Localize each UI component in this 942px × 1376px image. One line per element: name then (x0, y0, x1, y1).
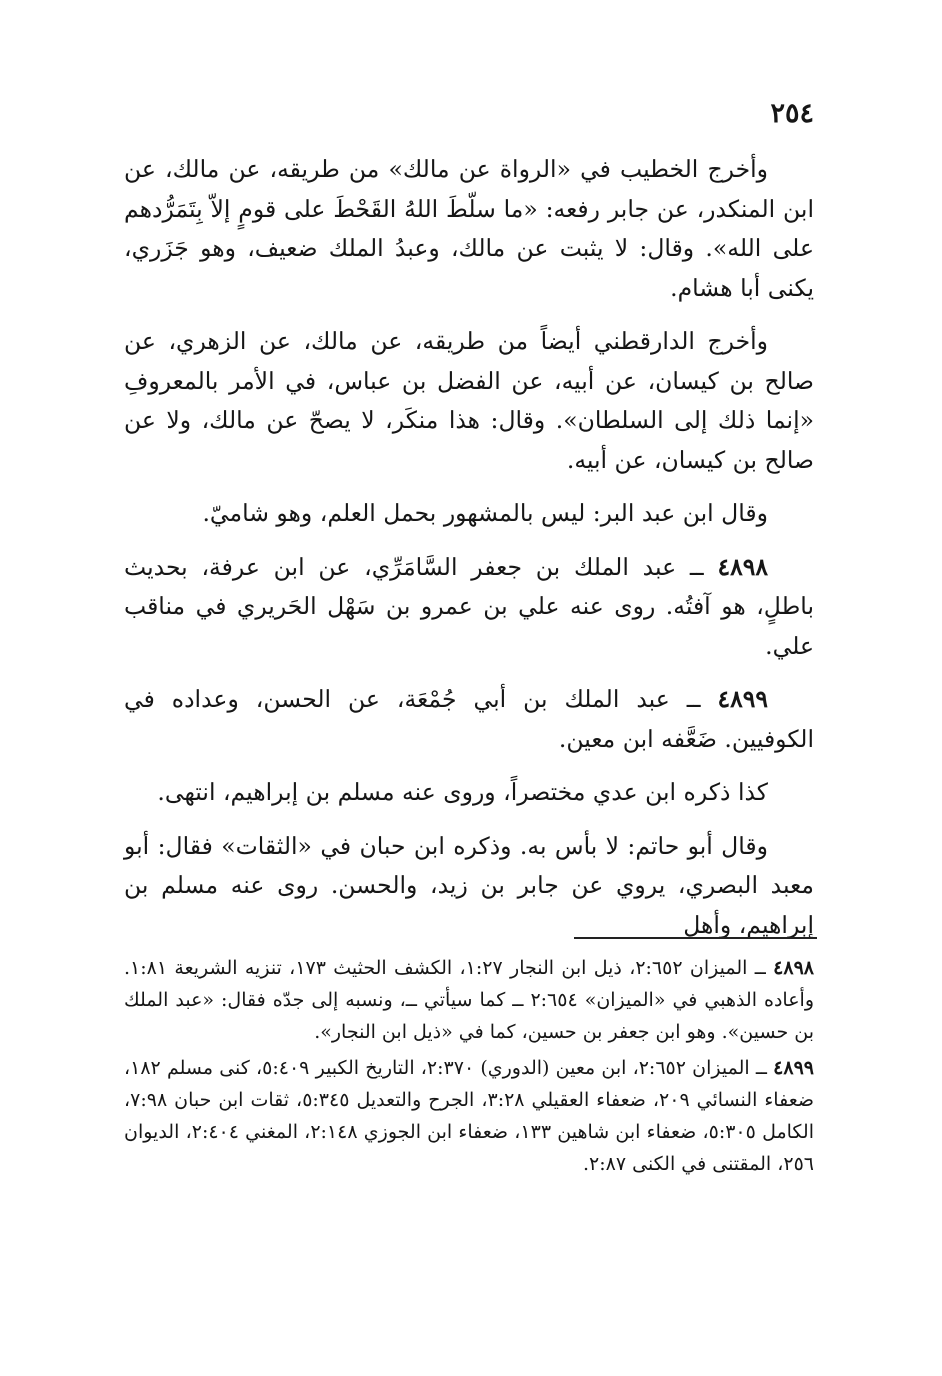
footnote-number: ٤٨٩٩ (773, 1057, 814, 1079)
entry-text: ــ عبد الملك بن جعفر السَّامَرِّي، عن ابن عرفة، بحديث باطلٍ، هو آفتُه. روى عنه علي بن عمرو بن سَهْل الحَريري في مناقب علي. (124, 552, 814, 660)
footnotes (124, 952, 814, 1184)
paragraph: وقال ابن عبد البر: ليس بالمشهور بحمل العلم، وهو شاميّ. (202, 499, 768, 527)
footnote-text: ــ الميزان ٢:٦٥٢، ابن معين (الدوري) ٢:٣٧٠، التاريخ الكبير ٥:٤٠٩، كنى مسلم ١٨٢، ضعفاء النسائي ٢٠٩، ضعفاء العقيلي ٣:٢٨، الجرح والتعديل ٥:٣٤٥، ثقات ابن حبان ٧:٩٨، الكامل ٥:٣٠٥، ضعفاء ابن شاهين ١٣٣، ضعفاء ابن الجوزي ٢:١٤٨، المغني ٢:٤٠٤، الديوان ٢٥٦، المقتنى في الكنى ٢:٨٧. (124, 1057, 814, 1175)
paragraph: كذا ذكره ابن عدي مختصراً، وروى عنه مسلم بن إبراهيم، انتهى. (157, 778, 768, 806)
footnote-4898 (124, 952, 814, 1048)
footnote-text: ــ الميزان ٢:٦٥٢، ذيل ابن النجار ١:٢٧، الكشف الحثيث ١٧٣، تنزيه الشريعة ١:٨١. وأعاده الذهبي في «الميزان» ٢:٦٥٤ ــ كما سيأتي ــ، ونسبه إلى جدّه فقال: «عبد الملك بن حسين». وهو ابن جعفر بن حسين، كما في «ذيل ابن النجار». (124, 957, 814, 1043)
paragraph: وقال أبو حاتم: لا بأس به. وذكره ابن حبان في «الثقات» فقال: أبو معبد البصري، يروي عن جابر بن زيد، والحسن. روى عنه مسلم بن إبراهيم، وأهل (124, 831, 814, 939)
entry-number: ٤٨٩٩ (717, 685, 768, 713)
footnote-divider (574, 937, 817, 939)
entry-4898 (124, 548, 814, 667)
entry-4899 (124, 680, 814, 759)
paragraph: وأخرج الخطيب في «الرواة عن مالك» من طريقه، عن مالك، عن ابن المنكدر، عن جابر رفعه: «ما سلّطَ اللهُ القَحْطَ على قومٍ إلاّ بِتَمَرُّدهم على الله». وقال: لا يثبت عن مالك، وعبدُ الملك ضعيف، وهو جَزَري، يكنى أبا هشام. (124, 155, 814, 302)
paragraph: وأخرج الدارقطني أيضاً من طريقه، عن مالك، عن الزهري، عن صالح بن كيسان، عن أبيه، عن الفضل بن عباس، في الأمر بالمعروفِ «إنما ذلك إلى السلطان». وقال: هذا منكَر، لا يصحّ عن مالك، ولا عن صالح بن كيسان، عن أبيه. (124, 327, 814, 474)
page-number: ٢٥٤ (770, 98, 814, 129)
entry-number: ٤٨٩٨ (717, 552, 768, 581)
entry-text: ــ عبد الملك بن أبي جُمْعَة، عن الحسن، وعداده في الكوفيين. ضَعَّفه ابن معين. (124, 685, 814, 753)
main-text (124, 150, 814, 959)
footnote-number: ٤٨٩٨ (773, 957, 814, 979)
footnote-4899 (124, 1052, 814, 1180)
